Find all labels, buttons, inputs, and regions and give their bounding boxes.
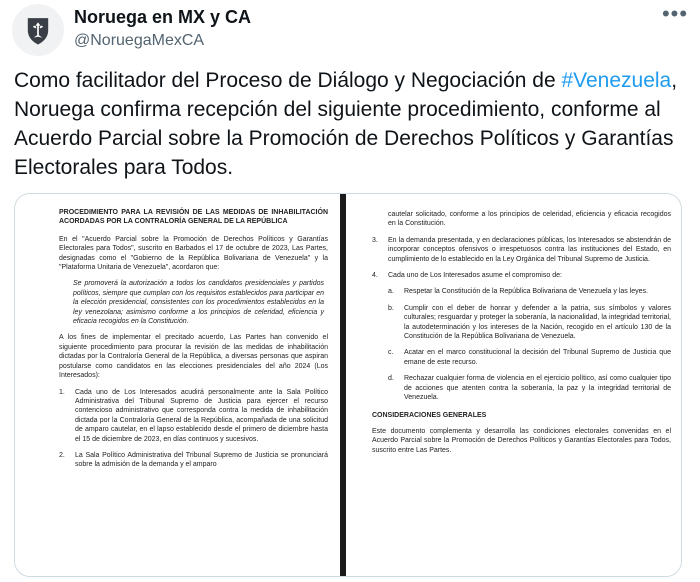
account-handle[interactable]: @NoruegaMexCA (74, 32, 205, 49)
list-item: 3. En la demanda presentada, y en declaraciones públicas, los Interesados se abstendrán de incorporar conceptos ofensivos o irrespetuosos contra las instituciones del Estado, en cumplimiento de lo establecido en la Ley Orgánica del Tribunal Supremo de Justicia. (372, 236, 671, 263)
list-item: 2. La Sala Político Administrativa del Tribunal Supremo de Justicia se pronunciará sobre la admisión de la demanda y el amparo (59, 451, 328, 469)
tweet-text-after: , Noruega confirma recepción del siguiente procedimiento, conforme al Acuerdo Parcial sobre la Promoción de Derechos Políticos y Garantías Electorales para Todos. (14, 69, 678, 179)
document-page-right (346, 194, 682, 577)
list-item: 1. Cada uno de Los Interesados acudirá personalmente ante la Sala Político Administrativa del Tribunal Supremo de Justicia para ejercer el recurso contencioso administrativo que corresponda contra la medida de inhabilitación dictada por la Contraloría General de la República, acompañada de una solicitud de amparo cautelar, en el lapso establecido desde el primero de diciembre hasta el 15 de diciembre de 2023, en días continuos y sucesivos. (59, 388, 328, 443)
document-page-left (15, 194, 340, 577)
account-names (74, 6, 251, 52)
list-item: b. Cumplir con el deber de honrar y defender a la patria, sus símbolos y valores culturales; resguardar y proteger la soberanía, la nacionalidad, la integridad territorial, la autodeterminación y los intereses de la Nación, recogido en el artículo 130 de la Constitución de la República Bolivariana de Venezuela. (388, 304, 671, 341)
section-title: CONSIDERACIONES GENERALES (372, 411, 487, 419)
coat-of-arms-icon (21, 13, 55, 47)
list-item: c. Acatar en el marco constitucional la decisión del Tribunal Supremo de Justicia que emane de este recurso. (388, 349, 671, 366)
tweet-header (0, 0, 700, 62)
document-intro: En el "Acuerdo Parcial sobre la Promoción de Derechos Políticos y Garantías Electorales para Todos", suscrito en Barbados el 17 de octubre de 2023, Las Partes, designadas como el "Gobierno de la República Bolivariana de Venezuela" y la "Plataforma Unitaria de Venezuela", acordaron que: (59, 235, 328, 272)
section-text: Este documento complementa y desarrolla las condiciones electorales convenidas en el Acuerdo Parcial sobre la Promoción de Derechos Políticos y Garantías Electorales para Todos, suscrito entre Las Partes. (372, 427, 671, 454)
list-item: a. Respetar la Constitución de la República Bolivariana de Venezuela y las leyes. (388, 288, 648, 296)
display-name[interactable]: Noruega en MX y CA (74, 7, 252, 27)
document-title: PROCEDIMIENTO PARA LA REVISIÓN DE LAS MEDIDAS DE INHABILITACIÓN ACORDADAS POR LA CONTRALORÍA GENERAL DE LA REPÚBLICA (59, 209, 328, 226)
hashtag-link[interactable]: #Venezuela (561, 69, 672, 92)
more-options-icon[interactable]: ••• (661, 1, 689, 26)
procedure-list-right (372, 236, 671, 281)
list-item: d. Rechazar cualquier forma de violencia en el ejercicio político, así como cualquier tipo de acciones que atenten contra la soberanía, la paz y la integridad territorial de Venezuela. (388, 375, 671, 402)
document-purpose: A los fines de implementar el precitado acuerdo, Las Partes han convenido el siguiente procedimiento para procurar la revisión de las medidas de inhabilitación dictadas por la Contraloría General de la República, a diversas personas que aspiran postularse como candidatos en las elecciones presidenciales del año 2024 (Los Interesados): (59, 334, 328, 380)
avatar[interactable] (12, 4, 64, 56)
document-quote: Se promoverá la autorización a todos los candidatos presidenciales y partidos políticos, siempre que cumplan con los requisitos establecidos para participar en la elección presidencial, consistentes con los procedimientos establecidos en la ley venezolana; asimismo conforme a los principios de celeridad, eficiencia y eficacia recogidos en la Constitución. (73, 280, 324, 326)
attached-document-image[interactable] (14, 193, 682, 577)
tweet-text-before: Como facilitador del Proceso de Diálogo y Negociación de (14, 69, 562, 92)
tweet-text (14, 66, 694, 182)
list-item: 4. Cada uno de Los Interesados asume el compromiso de: (372, 272, 562, 280)
commitments-list (372, 287, 671, 402)
procedure-list-left (59, 388, 328, 470)
document-continuation: cautelar solicitado, conforme a los principios de celeridad, eficiencia y eficacia recogidos en la Constitución. (388, 211, 671, 228)
